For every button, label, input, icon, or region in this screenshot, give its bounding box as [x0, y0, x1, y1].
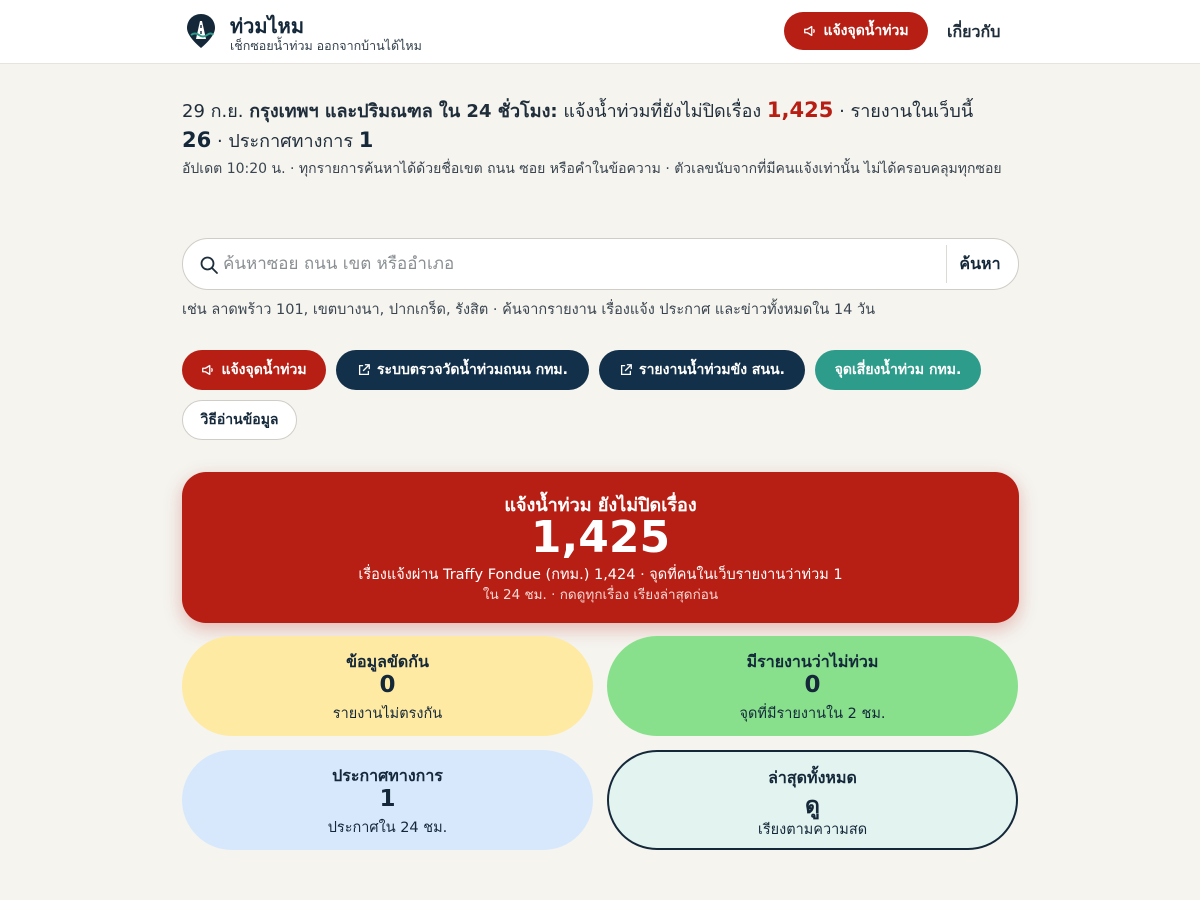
card-title: ประกาศทางการ	[332, 766, 443, 785]
flood-risk-points-link[interactable]	[815, 350, 981, 390]
update-note: อัปเดต 10:20 น. · ทุกรายการค้นหาได้ด้วยชื่อเขต ถนน ซอย หรือคำในข้อความ · ตัวเลขนับจากที่มีคนแจ้งเท่านั้น ไม่ได้ครอบคลุมทุกซอย	[182, 161, 1002, 177]
card-title: ข้อมูลขัดกัน	[346, 652, 429, 671]
external-link-icon	[619, 363, 633, 377]
brand-title[interactable]: ท่วมไหม	[230, 14, 305, 38]
search-input[interactable]	[223, 249, 923, 279]
about-link[interactable]: เกี่ยวกับ	[947, 22, 1001, 41]
header-report-button[interactable]	[784, 12, 928, 50]
hero-title: แจ้งน้ำท่วม ยังไม่ปิดเรื่อง	[504, 495, 697, 516]
how-to-read-label: วิธีอ่านข้อมูล	[200, 412, 279, 428]
search-bar	[182, 238, 1019, 290]
summary-open-label: แจ้งน้ำท่วมที่ยังไม่ปิดเรื่อง	[563, 101, 762, 122]
open-reports-hero-card[interactable]	[182, 472, 1019, 623]
card-value: 0	[804, 672, 821, 698]
report-flood-button[interactable]	[182, 350, 326, 390]
summary-line	[182, 96, 1002, 156]
drainage-report-label: รายงานน้ำท่วมขัง สนน.	[639, 362, 785, 378]
megaphone-icon	[201, 363, 215, 377]
summary-site-count: 26	[182, 128, 212, 152]
search-button[interactable]: ค้นหา	[949, 245, 1011, 283]
card-subtitle: เรียงตามความสด	[757, 822, 868, 838]
conflict-card[interactable]	[182, 636, 593, 736]
bma-road-sensor-link[interactable]	[336, 350, 589, 390]
search-hint: เช่น ลาดพร้าว 101, เขตบางนา, ปากเกร็ด, รังสิต · ค้นจากรายงาน เรื่องแจ้ง ประกาศ และข่าวทั้งหมดใน 14 วัน	[182, 302, 876, 318]
card-value: ดู	[805, 793, 820, 819]
summary-official-count: 1	[358, 128, 374, 152]
top-header	[0, 0, 1200, 64]
search-divider	[946, 245, 947, 283]
card-title: มีรายงานว่าไม่ท่วม	[746, 652, 879, 671]
hero-detail: เรื่องแจ้งผ่าน Traffy Fondue (กทม.) 1,424 · จุดที่คนในเว็บรายงานว่าท่วม 1	[358, 567, 843, 583]
not-flooded-card[interactable]	[607, 636, 1018, 736]
card-value: 0	[379, 672, 396, 698]
hero-note: ใน 24 ชม. · กดดูทุกเรื่อง เรียงล่าสุดก่อน	[482, 587, 719, 603]
summary-date: 29 ก.ย.	[182, 101, 244, 122]
summary-site-label: · รายงานในเว็บนี้	[839, 101, 974, 122]
how-to-read-button[interactable]	[182, 400, 297, 440]
summary-official-label: · ประกาศทางการ	[216, 131, 354, 152]
megaphone-icon	[803, 24, 817, 38]
drainage-report-link[interactable]	[599, 350, 805, 390]
header-report-label: แจ้งจุดน้ำท่วม	[823, 23, 909, 39]
card-subtitle: จุดที่มีรายงานใน 2 ชม.	[739, 706, 886, 722]
summary-open-count: 1,425	[766, 98, 834, 122]
flood-risk-points-label: จุดเสี่ยงน้ำท่วม กทม.	[834, 362, 962, 378]
card-value: 1	[379, 786, 396, 812]
official-announcement-card[interactable]	[182, 750, 593, 850]
search-icon	[199, 255, 219, 275]
bma-road-sensor-label: ระบบตรวจวัดน้ำท่วมถนน กทม.	[377, 362, 568, 378]
card-subtitle: ประกาศใน 24 ชม.	[327, 820, 448, 836]
latest-all-card[interactable]	[607, 750, 1018, 850]
card-subtitle: รายงานไม่ตรงกัน	[332, 706, 443, 722]
summary-region: กรุงเทพฯ และปริมณฑล ใน 24 ชั่วโมง:	[249, 101, 558, 122]
external-link-icon	[357, 363, 371, 377]
card-title: ล่าสุดทั้งหมด	[768, 768, 857, 787]
brand-subtitle: เช็กซอยน้ำท่วม ออกจากบ้านได้ไหม	[230, 38, 422, 53]
road-pin-logo-icon[interactable]	[186, 13, 216, 49]
report-flood-label: แจ้งจุดน้ำท่วม	[221, 362, 307, 378]
hero-count: 1,425	[530, 512, 671, 563]
